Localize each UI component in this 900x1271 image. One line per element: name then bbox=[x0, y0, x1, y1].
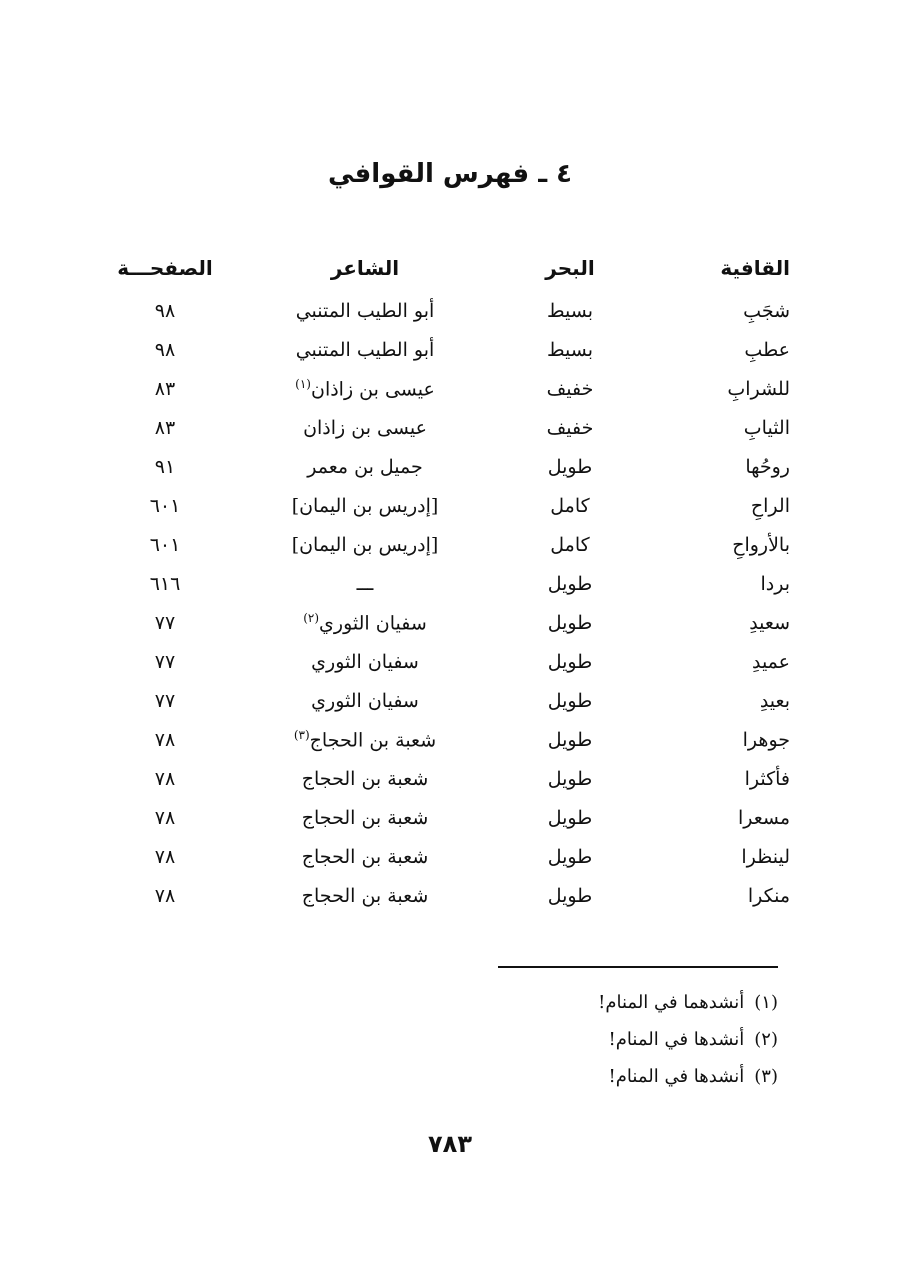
poet-name: [إدريس بن اليمان] bbox=[291, 533, 439, 556]
page-title: ٤ ـ فهرس القوافي bbox=[327, 159, 573, 189]
table-row bbox=[110, 369, 790, 408]
poet-name: شعبة بن الحجاج bbox=[301, 884, 429, 907]
rhyme-cell: شجَبِ bbox=[743, 299, 790, 322]
header-meter: البحر bbox=[545, 256, 595, 280]
poet-name: ـــ bbox=[356, 572, 374, 595]
meter-cell: طويل bbox=[547, 650, 593, 673]
poet-cell bbox=[220, 339, 510, 361]
meter-cell: كامل bbox=[550, 533, 590, 556]
poet-name: سفيان الثوري bbox=[311, 650, 419, 673]
rhyme-cell: عطبِ bbox=[744, 338, 790, 361]
table-row bbox=[110, 837, 790, 876]
rhyme-index-table bbox=[110, 247, 790, 915]
rhyme-cell: بردا bbox=[760, 572, 790, 595]
footnote-marker: (١) bbox=[295, 376, 311, 391]
footnote-number: (٣) bbox=[754, 1066, 778, 1087]
page-cell: ٦٠١ bbox=[149, 533, 181, 556]
table-row bbox=[110, 525, 790, 564]
table-row bbox=[110, 642, 790, 681]
rhyme-cell: روحُها bbox=[745, 455, 790, 478]
poet-name: سفيان الثوري bbox=[311, 689, 419, 712]
footnote-number: (٢) bbox=[754, 1029, 778, 1050]
table-row bbox=[110, 603, 790, 642]
table-row bbox=[110, 564, 790, 603]
table-row bbox=[110, 330, 790, 369]
poet-cell bbox=[220, 611, 510, 634]
poet-cell bbox=[220, 417, 510, 439]
meter-cell: طويل bbox=[547, 611, 593, 634]
table-row bbox=[110, 486, 790, 525]
page-cell: ٧٨ bbox=[154, 845, 176, 868]
rhyme-cell: الثيابِ bbox=[743, 416, 790, 439]
rhyme-cell: منكرا bbox=[747, 884, 790, 907]
page-cell: ٧٨ bbox=[154, 806, 176, 829]
page-cell: ٩٨ bbox=[154, 299, 176, 322]
meter-cell: خفيف bbox=[546, 416, 594, 439]
header-poet: الشاعر bbox=[330, 256, 400, 280]
rhyme-cell: الراحِ bbox=[750, 494, 790, 517]
poet-name: أبو الطيب المتنبي bbox=[295, 338, 435, 361]
rhyme-cell: بعيدِ bbox=[759, 689, 790, 712]
footnotes bbox=[480, 984, 778, 1095]
footnote-item bbox=[480, 1021, 778, 1058]
meter-cell: طويل bbox=[547, 689, 593, 712]
header-rhyme: القافية bbox=[720, 256, 790, 280]
poet-name: أبو الطيب المتنبي bbox=[295, 299, 435, 322]
table-header-row bbox=[110, 247, 790, 289]
meter-cell: بسيط bbox=[546, 338, 593, 361]
footnote-item bbox=[480, 1058, 778, 1095]
footnote-divider bbox=[498, 966, 778, 968]
table-row bbox=[110, 447, 790, 486]
poet-name: عيسى بن زاذان bbox=[310, 378, 435, 401]
page-number: ٧٨٣ bbox=[428, 1130, 472, 1158]
poet-name: شعبة بن الحجاج bbox=[301, 806, 429, 829]
table-row bbox=[110, 759, 790, 798]
meter-cell: طويل bbox=[547, 572, 593, 595]
poet-cell bbox=[220, 300, 510, 322]
rhyme-cell: فأكثرا bbox=[744, 767, 790, 790]
page-cell: ٧٧ bbox=[154, 689, 176, 712]
meter-cell: طويل bbox=[547, 845, 593, 868]
footnote-text: أنشدهما في المنام! bbox=[598, 992, 745, 1013]
table-row bbox=[110, 876, 790, 915]
poet-cell bbox=[220, 651, 510, 673]
poet-cell bbox=[220, 377, 510, 400]
poet-cell bbox=[220, 573, 510, 595]
footnote-marker: (٢) bbox=[303, 610, 320, 625]
poet-cell bbox=[220, 807, 510, 829]
meter-cell: طويل bbox=[547, 806, 593, 829]
meter-cell: طويل bbox=[547, 728, 593, 751]
rhyme-cell: مسعرا bbox=[737, 806, 790, 829]
meter-cell: طويل bbox=[547, 455, 593, 478]
table-row bbox=[110, 408, 790, 447]
poet-name: شعبة بن الحجاج bbox=[301, 845, 429, 868]
table-row bbox=[110, 291, 790, 330]
meter-cell: بسيط bbox=[546, 299, 593, 322]
table-row bbox=[110, 681, 790, 720]
table-body bbox=[110, 291, 790, 915]
poet-name: عيسى بن زاذان bbox=[303, 416, 427, 439]
poet-cell bbox=[220, 846, 510, 868]
poet-name: شعبة بن الحجاج bbox=[301, 767, 429, 790]
meter-cell: طويل bbox=[547, 767, 593, 790]
rhyme-cell: عميدِ bbox=[751, 650, 790, 673]
page-cell: ٩٨ bbox=[154, 338, 176, 361]
page-cell: ٦١٦ bbox=[149, 572, 181, 595]
page-cell: ٧٧ bbox=[154, 611, 176, 634]
footnote-text: أنشدها في المنام! bbox=[608, 1029, 745, 1050]
page-cell: ٧٨ bbox=[154, 728, 176, 751]
rhyme-cell: جوهرا bbox=[742, 728, 790, 751]
rhyme-cell: بالأرواحِ bbox=[732, 533, 790, 556]
poet-name: [إدريس بن اليمان] bbox=[291, 494, 439, 517]
poet-cell bbox=[220, 495, 510, 517]
meter-cell: طويل bbox=[547, 884, 593, 907]
footnote-number: (١) bbox=[754, 992, 778, 1013]
footnote-marker: (٣) bbox=[293, 727, 310, 742]
page-cell: ٧٨ bbox=[154, 884, 176, 907]
meter-cell: خفيف bbox=[546, 377, 594, 400]
poet-cell bbox=[220, 690, 510, 712]
rhyme-cell: لينظرا bbox=[741, 845, 790, 868]
poet-cell bbox=[220, 534, 510, 556]
poet-cell bbox=[220, 885, 510, 907]
poet-cell bbox=[220, 728, 510, 751]
footnote-text: أنشدها في المنام! bbox=[608, 1066, 745, 1087]
poet-name: سفيان الثوري bbox=[319, 612, 427, 635]
page-cell: ٧٨ bbox=[154, 767, 176, 790]
poet-name: جميل بن معمر bbox=[307, 455, 423, 478]
page-cell: ٩١ bbox=[154, 455, 176, 478]
page-cell: ٨٣ bbox=[154, 377, 176, 400]
poet-name: شعبة بن الحجاج bbox=[309, 729, 437, 752]
poet-cell bbox=[220, 768, 510, 790]
rhyme-cell: سعيدِ bbox=[749, 611, 790, 634]
page-cell: ٦٠١ bbox=[149, 494, 181, 517]
footnote-item bbox=[480, 984, 778, 1021]
header-page: الصفحـــة bbox=[117, 256, 213, 280]
page-cell: ٧٧ bbox=[154, 650, 176, 673]
page-cell: ٨٣ bbox=[154, 416, 176, 439]
poet-cell bbox=[220, 456, 510, 478]
table-row bbox=[110, 798, 790, 837]
table-row bbox=[110, 720, 790, 759]
meter-cell: كامل bbox=[550, 494, 590, 517]
rhyme-cell: للشرابِ bbox=[727, 377, 790, 400]
